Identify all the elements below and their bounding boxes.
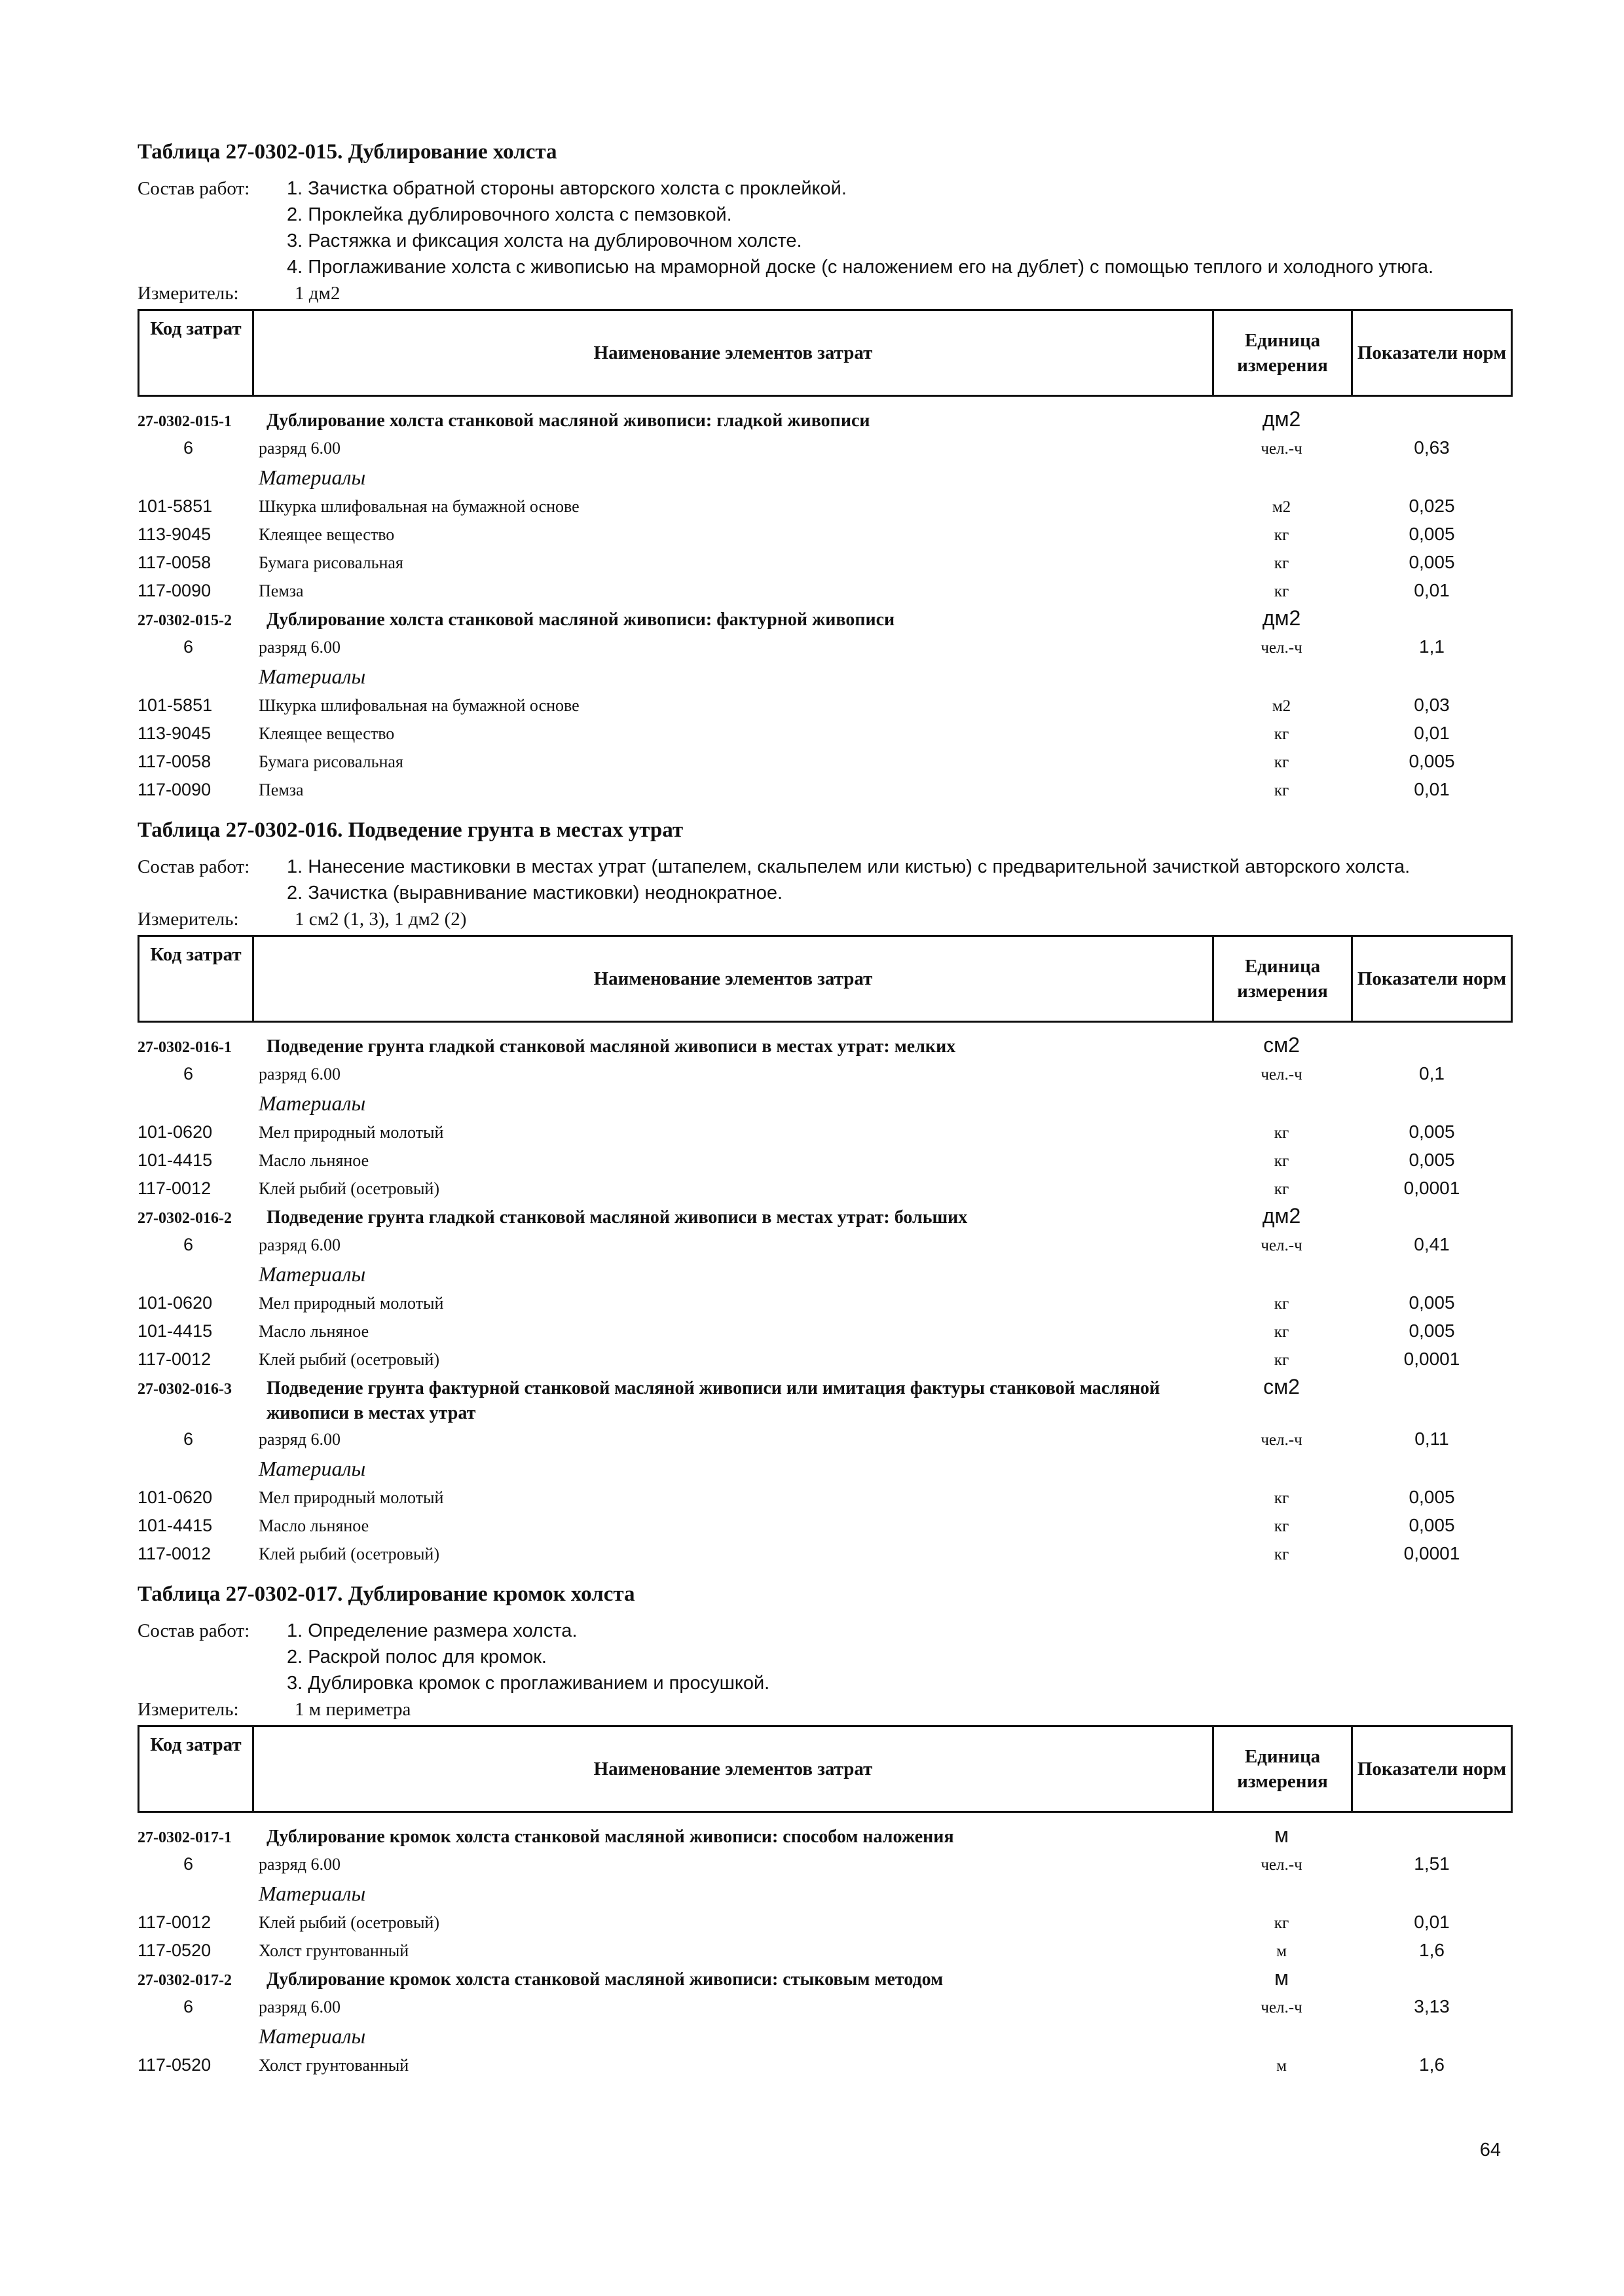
norm-title-row — [138, 1374, 1513, 1426]
cell-code: 117-0520 — [138, 1941, 212, 1960]
measure-label: Измеритель: — [138, 283, 239, 304]
cell-name: Подведение грунта гладкой станковой масляной живописи в местах утрат: мелких — [267, 1036, 956, 1057]
cell-name: Дублирование кромок холста станковой масляной живописи: стыковым методом — [267, 1969, 944, 1990]
cell-name: разряд 6.00 — [259, 1235, 341, 1254]
cell-unit: дм2 — [1262, 407, 1301, 431]
cell-name: Материалы — [259, 2024, 366, 2048]
cell-name: Масло льняное — [259, 1322, 369, 1341]
work-list — [287, 175, 1513, 280]
cell-code: 6 — [183, 1997, 194, 2016]
table-section — [138, 1580, 1513, 2079]
cell-unit: м — [1274, 1966, 1289, 1990]
cell-unit: чел.-ч — [1261, 1431, 1302, 1449]
cell-code: 27-0302-016-2 — [138, 1210, 232, 1227]
cell-unit: кг — [1274, 1295, 1289, 1313]
cell-norm: 0,0001 — [1403, 1349, 1460, 1369]
table-row — [138, 1484, 1513, 1512]
cell-name: Шкурка шлифовальная на бумажной основе — [259, 696, 580, 715]
cell-name: Клей рыбий (осетровый) — [259, 1350, 439, 1369]
cell-norm: 0,01 — [1414, 580, 1450, 600]
table-row — [138, 1908, 1513, 1937]
composition-label: Состав работ: — [138, 856, 250, 877]
table-row — [138, 1061, 1513, 1088]
work-item: 2. Раскрой полос для кромок. — [287, 1647, 547, 1667]
cell-unit: кг — [1274, 754, 1289, 771]
measure-label: Измеритель: — [138, 909, 239, 930]
page-number: 64 — [1479, 2140, 1501, 2160]
cell-code: 117-0058 — [138, 553, 212, 572]
cell-name: разряд 6.00 — [259, 1065, 341, 1084]
cell-name: Мел природный молотый — [259, 1488, 444, 1507]
cell-norm: 1,51 — [1414, 1853, 1450, 1874]
cell-unit: дм2 — [1262, 1204, 1301, 1228]
cell-unit: кг — [1274, 1489, 1289, 1507]
cell-code: 6 — [183, 1064, 194, 1084]
work-composition — [138, 175, 1513, 280]
composition-label: Состав работ: — [138, 178, 250, 199]
cell-code: 101-5851 — [138, 695, 213, 715]
cell-unit: м — [1276, 2057, 1287, 2075]
cell-norm: 1,6 — [1419, 1940, 1445, 1960]
cell-code: 101-0620 — [138, 1122, 213, 1142]
cell-code: 117-0012 — [138, 1178, 212, 1198]
col-header-norm: Показатели норм — [1357, 968, 1507, 989]
table-row — [138, 1426, 1513, 1453]
cell-unit: см2 — [1263, 1375, 1300, 1398]
cell-code: 27-0302-017-2 — [138, 1972, 232, 1989]
table-header — [138, 309, 1513, 397]
table-section — [138, 137, 1513, 804]
cell-name: Дублирование кромок холста станковой масляной живописи: способом наложения — [267, 1827, 954, 1847]
work-item: 3. Растяжка и фиксация холста на дублировочном холсте. — [287, 230, 802, 251]
cell-code: 6 — [183, 637, 194, 657]
cell-name: Шкурка шлифовальная на бумажной основе — [259, 497, 580, 516]
table-row — [138, 492, 1513, 520]
norm-title-row — [138, 1965, 1513, 1994]
work-item: 3. Дублировка кромок с проглаживанием и просушкой. — [287, 1673, 770, 1694]
cell-unit: кг — [1274, 1152, 1289, 1170]
work-composition — [138, 854, 1513, 906]
cell-unit: чел.-ч — [1261, 1066, 1302, 1084]
col-header-unit: Единица измерения — [1214, 937, 1353, 1021]
composition-label: Состав работ: — [138, 1620, 250, 1641]
cell-code: 6 — [183, 1854, 194, 1874]
table-title: Таблица 27-0302-017. Дублирование кромок холста — [138, 1582, 635, 1606]
cell-unit: м — [1276, 1942, 1287, 1960]
cell-name: Масло льняное — [259, 1151, 369, 1170]
cell-name: Клей рыбий (осетровый) — [259, 1544, 439, 1563]
table-row — [138, 776, 1513, 804]
work-item: 2. Зачистка (выравнивание мастиковки) неоднократное. — [287, 883, 783, 903]
cell-code: 101-0620 — [138, 1487, 213, 1507]
cell-name: Масло льняное — [259, 1516, 369, 1535]
cell-unit: чел.-ч — [1261, 1856, 1302, 1874]
cell-name: разряд 6.00 — [259, 1855, 341, 1874]
work-item: 4. Проглаживание холста с живописью на мраморной доске (с наложением его на дублет) с помощью теплого и холодного утюга. — [287, 257, 1434, 278]
col-header-code: Код затрат — [139, 1727, 254, 1811]
work-composition — [138, 1618, 1513, 1696]
cell-unit: кг — [1274, 725, 1289, 743]
cell-unit: кг — [1274, 1323, 1289, 1341]
table-row — [138, 1345, 1513, 1374]
cell-name: Мел природный молотый — [259, 1123, 444, 1142]
cell-code: 113-9045 — [138, 723, 212, 743]
materials-header — [138, 1088, 1513, 1118]
cell-norm: 0,01 — [1414, 1912, 1450, 1932]
cell-name: Пемза — [259, 780, 304, 799]
cell-unit: кг — [1274, 1124, 1289, 1142]
norm-title-row — [138, 406, 1513, 435]
cell-norm: 0,0001 — [1403, 1178, 1460, 1198]
cell-unit: чел.-ч — [1261, 1999, 1302, 2016]
cell-code: 117-0012 — [138, 1349, 212, 1369]
work-item: 1. Зачистка обратной стороны авторского холста с проклейкой. — [287, 178, 847, 199]
materials-header — [138, 661, 1513, 691]
cell-code: 101-5851 — [138, 496, 213, 516]
cell-unit: м — [1274, 1823, 1289, 1847]
col-header-name: Наименование элементов затрат — [254, 1727, 1214, 1811]
cell-code: 101-4415 — [138, 1321, 213, 1341]
col-header-code: Код затрат — [139, 937, 254, 1021]
cell-code: 117-0090 — [138, 780, 212, 799]
cell-code: 113-9045 — [138, 524, 212, 544]
cell-norm: 0,005 — [1409, 1292, 1455, 1313]
table-row — [138, 1512, 1513, 1540]
table-row — [138, 1118, 1513, 1146]
work-list — [287, 854, 1513, 906]
cell-norm: 3,13 — [1414, 1996, 1450, 2016]
cell-name: Бумага рисовальная — [259, 752, 403, 771]
cell-norm: 0,005 — [1409, 1150, 1455, 1170]
cell-code: 101-4415 — [138, 1516, 213, 1535]
cell-norm: 0,11 — [1414, 1429, 1449, 1449]
cell-norm: 0,63 — [1414, 437, 1450, 458]
cell-norm: 0,41 — [1414, 1234, 1450, 1254]
work-item: 1. Нанесение мастиковки в местах утрат (штапелем, скальпелем или кистью) с предварительной зачисткой авторского холста. — [287, 856, 1411, 877]
cell-name: разряд 6.00 — [259, 439, 341, 458]
cell-code: 117-0012 — [138, 1544, 212, 1563]
measure-line — [138, 906, 1513, 932]
col-header-code: Код затрат — [139, 311, 254, 395]
cell-unit: м2 — [1272, 498, 1291, 516]
cell-code: 6 — [183, 438, 194, 458]
table-header — [138, 935, 1513, 1023]
cell-code: 117-0012 — [138, 1912, 212, 1932]
measure-value: 1 дм2 — [295, 283, 341, 304]
cell-norm: 0,1 — [1419, 1063, 1445, 1084]
cell-name: Материалы — [259, 1457, 366, 1480]
cell-unit: кг — [1274, 1518, 1289, 1535]
table-row — [138, 634, 1513, 661]
cell-name: Дублирование холста станковой масляной живописи: фактурной живописи — [267, 610, 895, 630]
cell-norm: 0,03 — [1414, 695, 1450, 715]
cell-code: 6 — [183, 1429, 194, 1449]
measure-label: Измеритель: — [138, 1699, 239, 1720]
table-row — [138, 1146, 1513, 1175]
table-row — [138, 1231, 1513, 1259]
cell-name: Холст грунтованный — [259, 2056, 409, 2075]
cell-name: Материалы — [259, 1882, 366, 1905]
table-row — [138, 691, 1513, 720]
cell-unit: дм2 — [1262, 606, 1301, 630]
table-section — [138, 816, 1513, 1568]
table-row — [138, 2051, 1513, 2079]
cell-norm: 1,6 — [1419, 2054, 1445, 2075]
materials-header — [138, 462, 1513, 492]
cell-unit: кг — [1274, 583, 1289, 600]
col-header-unit: Единица измерения — [1214, 1727, 1353, 1811]
cell-norm: 0,005 — [1409, 1487, 1455, 1507]
col-header-name: Наименование элементов затрат — [254, 937, 1214, 1021]
table-row — [138, 520, 1513, 549]
measure-value: 1 м периметра — [295, 1699, 411, 1720]
cell-norm: 0,01 — [1414, 723, 1450, 743]
cell-code: 101-4415 — [138, 1150, 213, 1170]
measure-line — [138, 280, 1513, 306]
cell-unit: кг — [1274, 1351, 1289, 1369]
cell-name: Холст грунтованный — [259, 1941, 409, 1960]
cell-norm: 0,005 — [1409, 552, 1455, 572]
cell-code: 27-0302-016-1 — [138, 1039, 232, 1056]
cell-name: Материалы — [259, 465, 366, 489]
norm-title-row — [138, 1822, 1513, 1851]
col-header-norm: Показатели норм — [1357, 342, 1507, 363]
cell-name: Клеящее вещество — [259, 724, 395, 743]
table-row — [138, 577, 1513, 605]
cell-code: 27-0302-017-1 — [138, 1829, 232, 1846]
cell-code: 117-0520 — [138, 2055, 212, 2075]
col-header-norm: Показатели норм — [1357, 1758, 1507, 1779]
cell-norm: 0,0001 — [1403, 1543, 1460, 1563]
table-row — [138, 720, 1513, 748]
cell-unit: кг — [1274, 782, 1289, 799]
cell-unit: чел.-ч — [1261, 639, 1302, 657]
work-item: 2. Проклейка дублировочного холста с пемзовкой. — [287, 204, 732, 225]
cell-name: Мел природный молотый — [259, 1294, 444, 1313]
table-title: Таблица 27-0302-016. Подведение грунта в местах утрат — [138, 818, 684, 842]
cell-norm: 0,01 — [1414, 779, 1450, 799]
table-title: Таблица 27-0302-015. Дублирование холста — [138, 140, 557, 164]
cell-code: 27-0302-015-1 — [138, 413, 232, 430]
cell-code: 117-0058 — [138, 752, 212, 771]
cell-norm: 0,005 — [1409, 524, 1455, 544]
cell-name: разряд 6.00 — [259, 1997, 341, 2016]
col-header-unit: Единица измерения — [1214, 311, 1353, 395]
cell-unit: кг — [1274, 1546, 1289, 1563]
cell-name: Дублирование холста станковой масляной живописи: гладкой живописи — [267, 410, 870, 431]
cell-name: Бумага рисовальная — [259, 553, 403, 572]
cell-name: Клей рыбий (осетровый) — [259, 1913, 439, 1932]
measure-value: 1 см2 (1, 3), 1 дм2 (2) — [295, 909, 467, 930]
cell-code: 101-0620 — [138, 1293, 213, 1313]
measure-line — [138, 1696, 1513, 1722]
cell-name: Подведение грунта фактурной станковой масляной живописи или имитация фактуры станковой масляной живописи в местах утрат — [267, 1378, 1160, 1423]
cell-norm: 0,005 — [1409, 751, 1455, 771]
work-item: 1. Определение размера холста. — [287, 1620, 578, 1641]
table-row — [138, 748, 1513, 776]
cell-unit: чел.-ч — [1261, 1237, 1302, 1254]
cell-name: Подведение грунта гладкой станковой масляной живописи в местах утрат: больших — [267, 1207, 968, 1228]
cell-code: 27-0302-016-3 — [138, 1381, 232, 1398]
cell-name: разряд 6.00 — [259, 1430, 341, 1449]
cell-unit: см2 — [1263, 1033, 1300, 1057]
cell-unit: м2 — [1272, 697, 1291, 715]
cell-code: 117-0090 — [138, 581, 212, 600]
cell-norm: 1,1 — [1419, 636, 1445, 657]
materials-header — [138, 1878, 1513, 1908]
table-row — [138, 1175, 1513, 1203]
cell-code: 27-0302-015-2 — [138, 612, 232, 629]
document-page — [138, 137, 1513, 2091]
cell-code: 6 — [183, 1235, 194, 1254]
table-row — [138, 1851, 1513, 1878]
col-header-name: Наименование элементов затрат — [254, 311, 1214, 395]
table-header — [138, 1725, 1513, 1813]
cell-unit: кг — [1274, 555, 1289, 572]
cell-unit: кг — [1274, 526, 1289, 544]
cell-unit: кг — [1274, 1914, 1289, 1932]
cell-name: Материалы — [259, 1091, 366, 1115]
cell-norm: 0,005 — [1409, 1121, 1455, 1142]
cell-norm: 0,005 — [1409, 1321, 1455, 1341]
work-list — [287, 1618, 1513, 1696]
cell-name: Пемза — [259, 581, 304, 600]
norm-title-row — [138, 605, 1513, 634]
materials-header — [138, 1259, 1513, 1289]
table-row — [138, 435, 1513, 462]
table-row — [138, 1317, 1513, 1345]
norm-title-row — [138, 1203, 1513, 1231]
cell-name: Клеящее вещество — [259, 525, 395, 544]
table-row — [138, 549, 1513, 577]
cell-norm: 0,005 — [1409, 1515, 1455, 1535]
cell-norm: 0,025 — [1409, 496, 1455, 516]
table-row — [138, 1540, 1513, 1568]
norm-title-row — [138, 1032, 1513, 1061]
cell-name: Материалы — [259, 1262, 366, 1286]
cell-name: разряд 6.00 — [259, 638, 341, 657]
materials-header — [138, 1453, 1513, 1484]
table-row — [138, 1937, 1513, 1965]
table-row — [138, 1994, 1513, 2021]
materials-header — [138, 2021, 1513, 2051]
cell-unit: чел.-ч — [1261, 440, 1302, 458]
cell-name: Клей рыбий (осетровый) — [259, 1179, 439, 1198]
cell-name: Материалы — [259, 665, 366, 688]
table-row — [138, 1289, 1513, 1317]
cell-unit: кг — [1274, 1180, 1289, 1198]
